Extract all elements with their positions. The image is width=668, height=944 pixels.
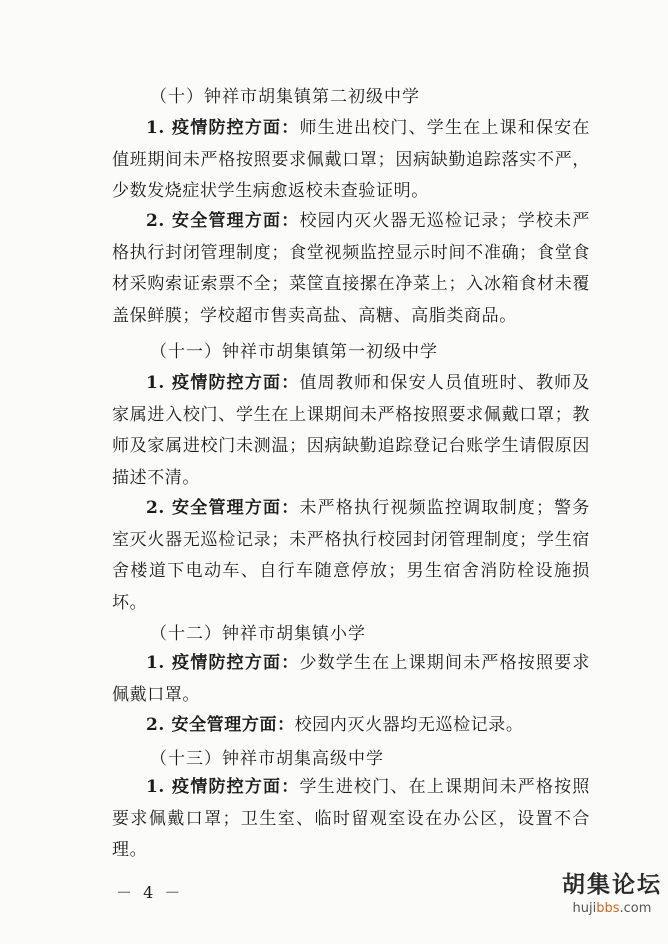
item-text: 校园内灭火器均无巡检记录。 (294, 715, 524, 735)
paragraph (112, 113, 590, 208)
item-text: 学生进校门、在上课期间未严格按照要求佩戴口罩；卫生室、临时留观室设在办公区，设置不合理。 (112, 777, 590, 860)
item-text: 值周教师和保安人员值班时、教师及家属进入校门、学生在上课期间未严格按照要求佩戴口罩；教师及家属进校门未测温；因病缺勤追踪登记台账学生请假原因描述不清。 (112, 373, 590, 488)
watermark-url: hujibbs.com (572, 901, 652, 916)
item-text: 未严格执行视频监控调取制度；警务室灭火器无巡检记录；未严格执行校园封闭管理制度；学生宿舍楼道下电动车、自行车随意停放；男生宿舍消防栓设施损坏。 (112, 498, 590, 613)
paragraph (112, 648, 590, 711)
paragraph (112, 493, 590, 619)
section-heading: （十二）钟祥市胡集镇小学 (150, 624, 366, 644)
watermark-title: 胡集论坛 (562, 872, 662, 898)
item-text: 少数学生在上课期间未严格按照要求佩戴口罩。 (112, 653, 590, 705)
item-label: 1. 疫情防控方面： (146, 373, 300, 393)
item-label: 1. 疫情防控方面： (146, 777, 300, 797)
paragraph (112, 368, 590, 494)
section-heading: （十）钟祥市胡集镇第二初级中学 (150, 87, 420, 107)
page-number: － 4 － (116, 883, 184, 902)
section-heading: （十一）钟祥市胡集镇第一初级中学 (150, 342, 438, 362)
section-heading: （十三）钟祥市胡集高级中学 (150, 749, 384, 769)
item-label: 1. 疫情防控方面： (146, 118, 300, 138)
item-text: 师生进出校门、学生在上课和保安在值班期间未严格按照要求佩戴口罩；因病缺勤追踪落实不严，少数发烧症状学生病愈返校未查验证明。 (112, 118, 590, 201)
paragraph (112, 710, 590, 742)
item-label: 2. 安全管理方面： (146, 498, 300, 518)
item-label: 1. 疫情防控方面： (146, 653, 300, 673)
watermark-logo (560, 870, 664, 918)
item-label: 2. 安全管理方面： (146, 211, 300, 231)
item-text: 校园内灭火器无巡检记录；学校未严格执行封闭管理制度；食堂视频监控显示时间不准确；食堂食材采购索证索票不全；菜筐直接摞在净菜上；入冰箱食材未覆盖保鲜膜；学校超市售卖高盐、高糖、高脂类商品。 (112, 211, 590, 326)
paragraph (112, 206, 590, 332)
paragraph (112, 772, 590, 867)
item-label: 2. 安全管理方面： (146, 715, 295, 735)
